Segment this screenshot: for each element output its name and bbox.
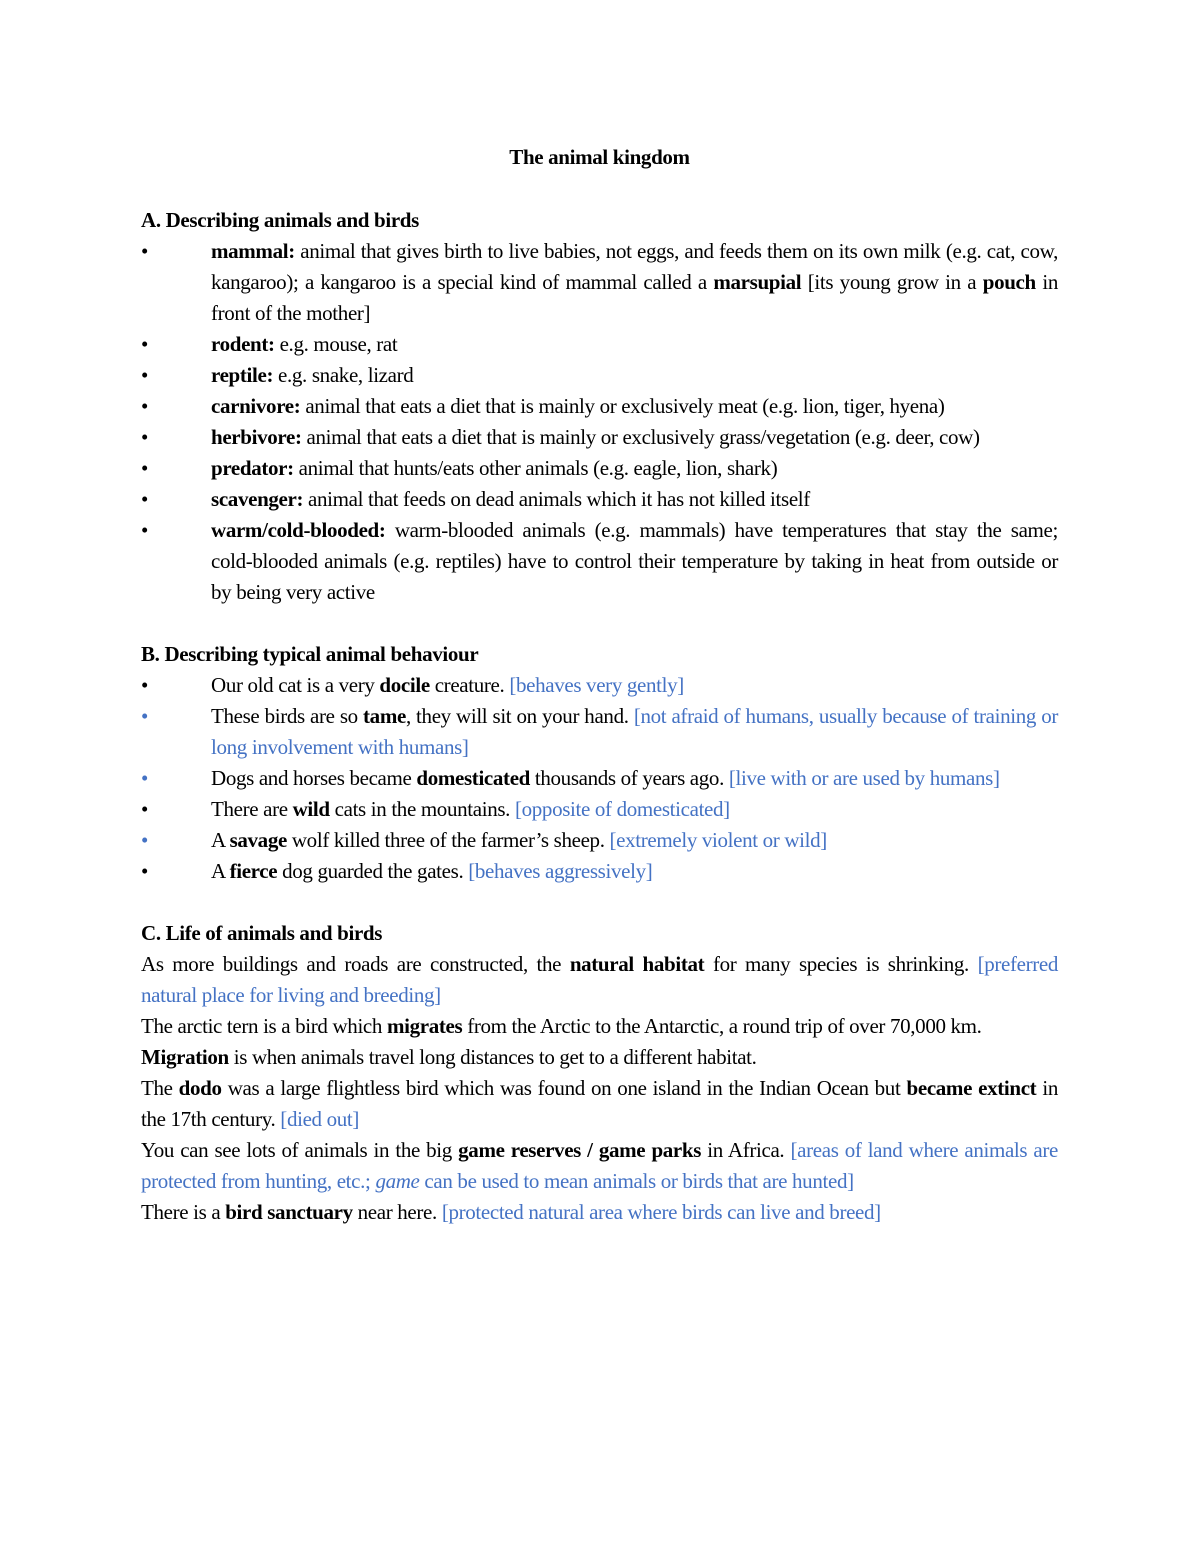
sentence-text: The arctic tern is a bird which (141, 1014, 387, 1038)
definition: [its young grow in a (801, 270, 983, 294)
sentence-text: was a large flightless bird which was found on one island in the Indian Ocean but (221, 1076, 907, 1100)
term: scavenger: (211, 487, 304, 511)
section-b-list (141, 670, 1058, 887)
list-item (141, 763, 1058, 794)
term: warm/cold-blooded: (211, 518, 386, 542)
sentence-text: Our old cat is a very (211, 673, 380, 697)
note-text: [areas of land where animals are protected from hunting, etc.; (141, 1138, 1058, 1193)
sentence-text: , they will sit on your hand. (405, 704, 634, 728)
page-title: The animal kingdom (509, 145, 690, 169)
sentence-text: for many species is shrinking. (704, 952, 978, 976)
spacer (141, 608, 1058, 639)
list-item (141, 453, 1058, 484)
definition: e.g. mouse, rat (274, 332, 398, 356)
sentence-text: There are (211, 797, 293, 821)
sentence-text: As more buildings and roads are constructed, the (141, 952, 570, 976)
list-item (141, 484, 1058, 515)
sentence-text: wolf killed three of the farmer’s sheep. (286, 828, 610, 852)
sentence-text: thousands of years ago. (530, 766, 729, 790)
definition: e.g. snake, lizard (273, 363, 414, 387)
term: migrates (386, 1014, 463, 1038)
bullet-icon: • (141, 859, 149, 883)
term: mammal: (211, 239, 295, 263)
term: reptile: (211, 363, 274, 387)
paragraph (141, 1042, 1058, 1073)
note-emphasis: game (375, 1169, 420, 1193)
term: marsupial (713, 270, 802, 294)
list-item (141, 794, 1058, 825)
list-item (141, 391, 1058, 422)
bullet-icon: • (141, 673, 149, 697)
list-item (141, 236, 1058, 329)
list-item (141, 701, 1058, 763)
term: docile (379, 673, 430, 697)
bullet-icon: • (141, 704, 149, 728)
list-item (141, 329, 1058, 360)
sentence-text: Dogs and horses became (211, 766, 417, 790)
sentence-text: from the Arctic to the Antarctic, a round trip of over 70,000 km. (462, 1014, 982, 1038)
definition: animal that eats a diet that is mainly or exclusively grass/vegetation (e.g. deer, cow) (301, 425, 980, 449)
term: natural habitat (569, 952, 705, 976)
definition-note: [died out] (280, 1107, 360, 1131)
term: herbivore: (211, 425, 302, 449)
term: savage (229, 828, 287, 852)
list-item (141, 670, 1058, 701)
sentence-text: A (211, 859, 230, 883)
sentence-text: creature. (429, 673, 510, 697)
list-item (141, 360, 1058, 391)
term: wild (292, 797, 330, 821)
section-a-list (141, 236, 1058, 608)
definition-note: [behaves aggressively] (468, 859, 653, 883)
paragraph (141, 1197, 1058, 1228)
paragraph (141, 1073, 1058, 1135)
term: dodo (178, 1076, 222, 1100)
bullet-icon: • (141, 425, 149, 449)
paragraph (141, 949, 1058, 1011)
bullet-icon: • (141, 766, 149, 790)
term: Migration (141, 1045, 229, 1069)
term: carnivore: (211, 394, 301, 418)
term: became extinct (906, 1076, 1037, 1100)
definition-note: [extremely violent or wild] (609, 828, 827, 852)
term: pouch (982, 270, 1036, 294)
definition-note: [preferred natural place for living and breeding] (141, 952, 1058, 1007)
section-b-heading: B. Describing typical animal behaviour (141, 642, 479, 666)
list-item (141, 825, 1058, 856)
term: game reserves / game parks (458, 1138, 702, 1162)
definition: animal that hunts/eats other animals (e.g. eagle, lion, shark) (293, 456, 778, 480)
term: predator: (211, 456, 294, 480)
list-item (141, 856, 1058, 887)
bullet-icon: • (141, 797, 149, 821)
sentence-text: in the 17th century. (141, 1076, 1059, 1131)
bullet-icon: • (141, 332, 149, 356)
definition-note: [behaves very gently] (509, 673, 684, 697)
paragraph (141, 1135, 1058, 1197)
sentence-text: You can see lots of animals in the big (141, 1138, 459, 1162)
bullet-icon: • (141, 239, 149, 263)
definition: animal that feeds on dead animals which it has not killed itself (303, 487, 810, 511)
list-item (141, 422, 1058, 453)
section-c-heading: C. Life of animals and birds (141, 921, 383, 945)
term: rodent: (211, 332, 275, 356)
term: bird sanctuary (225, 1200, 353, 1224)
sentence-text: cats in the mountains. (329, 797, 515, 821)
definition: animal that gives birth to live babies, not eggs, and feeds them on its own milk (e.g. cat, cow, kangaroo); a kangaroo is a special kind of mammal called a (211, 239, 1058, 294)
sentence-text: These birds are so (211, 704, 364, 728)
sentence-text: near here. (352, 1200, 442, 1224)
term: domesticated (416, 766, 530, 790)
sentence-text: dog guarded the gates. (277, 859, 469, 883)
definition-note: [not afraid of humans, usually because of training or long involvement with humans] (211, 704, 1059, 759)
list-item (141, 515, 1058, 608)
definition: in front of the mother] (211, 270, 1058, 325)
term: tame (363, 704, 406, 728)
section-a-heading: A. Describing animals and birds (141, 208, 419, 232)
definition-note: [protected natural area where birds can live and breed] (441, 1200, 881, 1224)
definition-note: [opposite of domesticated] (514, 797, 730, 821)
sentence-text: in Africa. (701, 1138, 791, 1162)
bullet-icon: • (141, 828, 149, 852)
bullet-icon: • (141, 518, 149, 542)
bullet-icon: • (141, 487, 149, 511)
definition-note: [live with or are used by humans] (728, 766, 1000, 790)
sentence-text: The (141, 1076, 179, 1100)
sentence-text: is when animals travel long distances to get to a different habitat. (228, 1045, 757, 1069)
note-text: can be used to mean animals or birds that are hunted] (419, 1169, 854, 1193)
bullet-icon: • (141, 456, 149, 480)
document-body (141, 142, 1058, 1228)
bullet-icon: • (141, 363, 149, 387)
term: fierce (229, 859, 278, 883)
sentence-text: There is a (141, 1200, 226, 1224)
definition: warm-blooded animals (e.g. mammals) have temperatures that stay the same; cold-blooded animals (e.g. reptiles) have to control their temperature by taking in heat from outside or by being very active (211, 518, 1058, 604)
paragraph (141, 1011, 1058, 1042)
sentence-text: A (211, 828, 230, 852)
bullet-icon: • (141, 394, 149, 418)
spacer (141, 887, 1058, 918)
definition: animal that eats a diet that is mainly or exclusively meat (e.g. lion, tiger, hyena) (300, 394, 945, 418)
